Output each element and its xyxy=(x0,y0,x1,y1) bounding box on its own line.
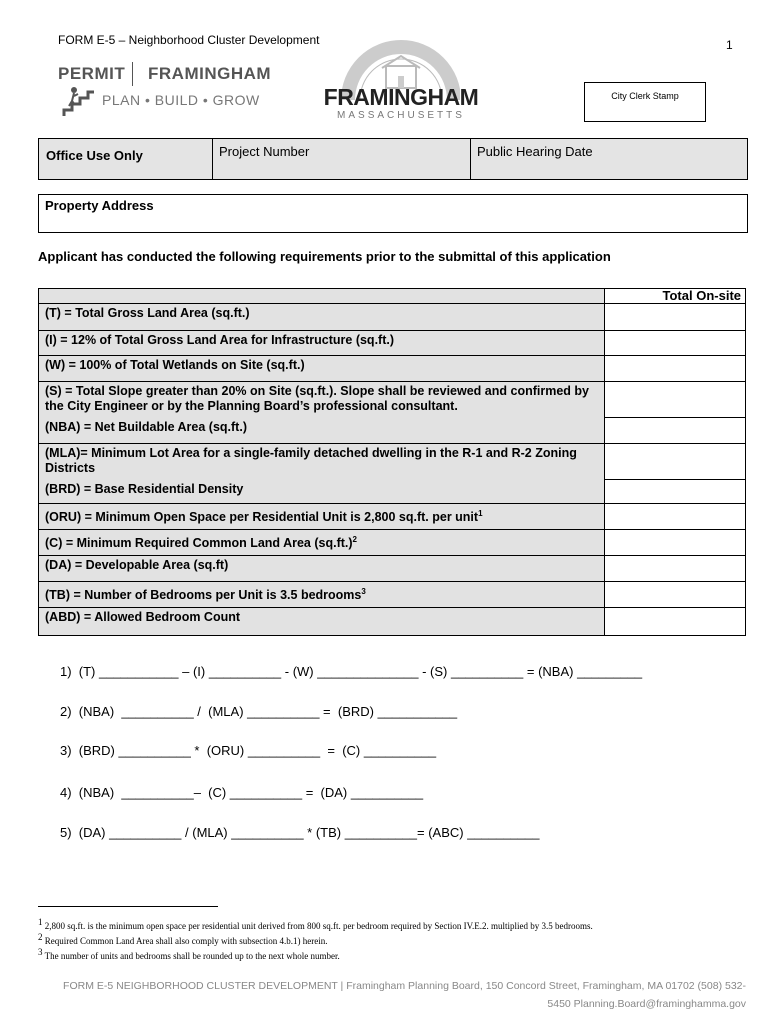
row-label-w: (W) = 100% of Total Wetlands on Site (sq.ft.) xyxy=(39,356,605,382)
value-cell-oru[interactable] xyxy=(605,504,746,530)
row-label-brd: (BRD) = Base Residential Density xyxy=(39,480,605,504)
equation-5: 5) (DA) __________ / (MLA) __________ * (TB) __________= (ABC) __________ xyxy=(60,825,540,840)
stamp-label: City Clerk Stamp xyxy=(611,91,679,101)
value-cell-c[interactable] xyxy=(605,530,746,556)
table-row xyxy=(39,444,746,480)
value-cell-tb[interactable] xyxy=(605,582,746,608)
equation-2: 2) (NBA) __________ / (MLA) __________ = (BRD) ___________ xyxy=(60,704,458,719)
value-cell-abd[interactable] xyxy=(605,608,746,636)
logo-word-permit: PERMIT xyxy=(58,64,126,83)
row-label-nba: (NBA) = Net Buildable Area (sq.ft.) xyxy=(39,418,605,444)
value-cell-brd[interactable] xyxy=(605,480,746,504)
value-cell-mla[interactable] xyxy=(605,444,746,480)
row-label-s: (S) = Total Slope greater than 20% on Site (sq.ft.). Slope shall be reviewed and confirmed by the City Engineer or by the Planning Board’s professional consultant. xyxy=(39,382,605,418)
table-row xyxy=(39,304,746,331)
row-label-oru: (ORU) = Minimum Open Space per Residential Unit is 2,800 sq.ft. per unit$^1$ xyxy=(39,504,605,530)
logo-divider xyxy=(132,62,133,86)
table-header-blank xyxy=(39,289,605,304)
property-address-field[interactable] xyxy=(38,194,748,233)
project-number-label: Project Number xyxy=(219,144,310,159)
footnote-2: $^2$ Required Common Land Area shall also comply with subsection 4.b.1) herein. xyxy=(38,932,328,946)
footer-line-1: FORM E-5 NEIGHBORHOOD CLUSTER DEVELOPMENT | Framingham Planning Board, 150 Concord Street, Framingham, MA 01702 (508) 532- xyxy=(63,980,746,992)
requirements-intro: Applicant has conducted the following requirements prior to the submittal of this application xyxy=(38,249,611,264)
value-cell-t[interactable] xyxy=(605,304,746,331)
value-cell-i[interactable] xyxy=(605,331,746,356)
logo-tagline: PLAN • BUILD • GROW xyxy=(102,92,260,108)
table-row xyxy=(39,382,746,418)
footer-line-2: 5450 Planning.Board@framinghamma.gov xyxy=(547,998,746,1010)
table-row xyxy=(39,418,746,444)
page-footer xyxy=(20,977,746,1013)
stairs-icon xyxy=(62,84,96,118)
table-row xyxy=(39,480,746,504)
table-row xyxy=(39,356,746,382)
equation-3: 3) (BRD) __________ * (ORU) __________ = (C) __________ xyxy=(60,743,437,758)
footnote-rule xyxy=(38,906,218,907)
value-cell-w[interactable] xyxy=(605,356,746,382)
office-use-row xyxy=(38,138,748,180)
table-row xyxy=(39,608,746,636)
logo-word-framingham: FRAMINGHAM xyxy=(148,64,272,83)
table-row xyxy=(39,582,746,608)
public-hearing-date-label: Public Hearing Date xyxy=(477,144,593,159)
table-row xyxy=(39,331,746,356)
table-row xyxy=(39,504,746,530)
office-use-cell xyxy=(39,139,213,179)
value-cell-s[interactable] xyxy=(605,382,746,418)
row-label-tb: (TB) = Number of Bedrooms per Unit is 3.5 bedrooms$^3$ xyxy=(39,582,605,608)
form-title: FORM E-5 – Neighborhood Cluster Development xyxy=(58,33,320,47)
public-hearing-date-field[interactable] xyxy=(471,139,747,179)
requirements-table xyxy=(38,288,746,636)
row-label-mla: (MLA)= Minimum Lot Area for a single-family detached dwelling in the R-1 and R-2 Zoning Districts xyxy=(39,444,605,480)
city-logo-state: MASSACHUSETTS xyxy=(337,110,465,121)
project-number-field[interactable] xyxy=(213,139,471,179)
page-number: 1 xyxy=(726,38,733,52)
table-row xyxy=(39,530,746,556)
row-label-i: (I) = 12% of Total Gross Land Area for Infrastructure (sq.ft.) xyxy=(39,331,605,356)
city-framingham-logo xyxy=(320,40,482,128)
permit-framingham-logo xyxy=(58,62,272,120)
value-cell-nba[interactable] xyxy=(605,418,746,444)
row-label-c: (C) = Minimum Required Common Land Area $(sq.ft.)^2$ xyxy=(39,530,605,556)
footnote-1: $^1$ 2,800 sq.ft. is the minimum open space per residential unit derived from 800 sq.ft. per bedroom required by Section IV.E.2. multiplied by 3.5 bedrooms. xyxy=(38,917,593,931)
office-use-label: Office Use Only xyxy=(46,148,143,163)
value-cell-da[interactable] xyxy=(605,556,746,582)
row-label-da: (DA) = Developable Area (sq.ft) xyxy=(39,556,605,582)
row-label-t: (T) = Total Gross Land Area (sq.ft.) xyxy=(39,304,605,331)
equation-4: 4) (NBA) __________– (C) __________ = (DA) __________ xyxy=(60,785,424,800)
table-row xyxy=(39,556,746,582)
city-clerk-stamp-box xyxy=(584,82,706,122)
property-address-label: Property Address xyxy=(45,198,154,213)
row-label-abd: (ABD) = Allowed Bedroom Count xyxy=(39,608,605,636)
footnote-3: $^3$ The number of units and bedrooms shall be rounded up to the next whole number. xyxy=(38,947,340,961)
city-logo-name: FRAMINGHAM xyxy=(323,84,479,110)
equation-1: 1) (T) ___________ – (I) __________ - (W) ______________ - (S) __________ = (NBA) _________ xyxy=(60,664,643,679)
column-header-total-onsite: Total On-site xyxy=(605,289,746,304)
